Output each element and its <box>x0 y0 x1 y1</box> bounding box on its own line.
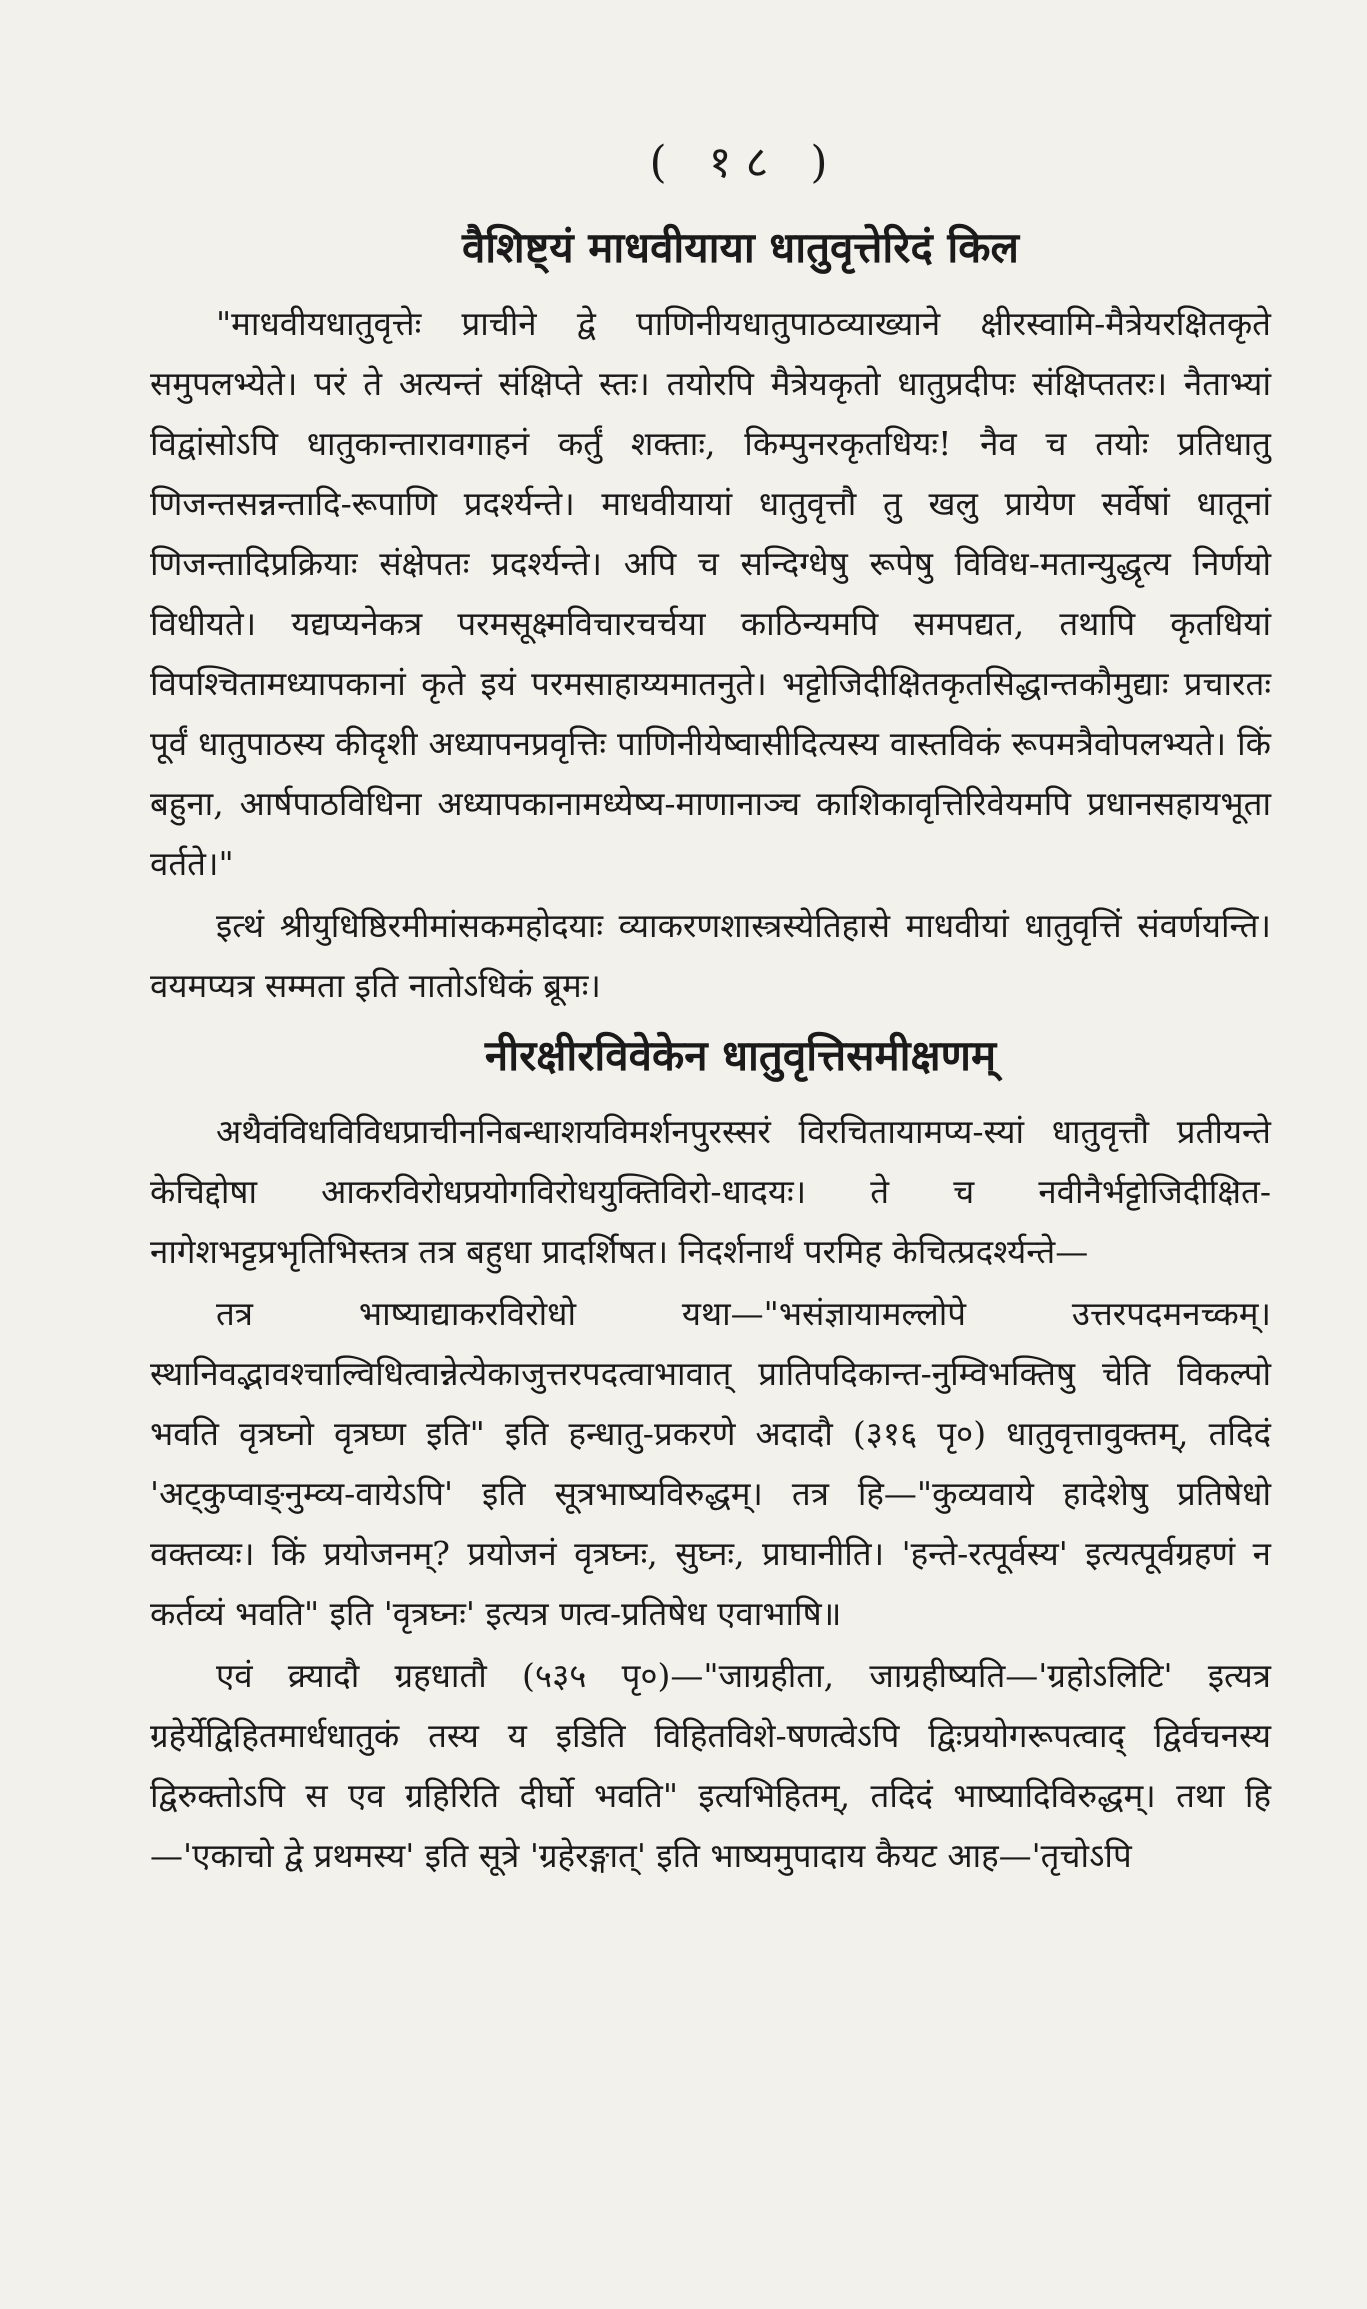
quoted-paragraph: "माधवीयधातुवृत्तेः प्राचीने द्वे पाणिनीयधातुपाठव्याख्याने क्षीरस्वामि-मैत्रेयरक्षितकृते समुपलभ्येते। परं ते अत्यन्तं संक्षिप्ते स्तः। तयोरपि मैत्रेयकृतो धातुप्रदीपः संक्षिप्ततरः। नैताभ्यां विद्वांसोऽपि धातुकान्तारावगाहनं कर्तुं शक्ताः, किम्पुनरकृतधियः! नैव च तयोः प्रतिधातु णिजन्तसन्नन्तादि-रूपाणि प्रदर्श्यन्ते। माधवीयायां धातुवृत्तौ तु खलु प्रायेण सर्वेषां धातूनां णिजन्तादिप्रक्रियाः संक्षेपतः प्रदर्श्यन्ते। अपि च सन्दिग्धेषु रूपेषु विविध-मतान्युद्धृत्य निर्णयो विधीयते। यद्यप्यनेकत्र परमसूक्ष्मविचारचर्चया काठिन्यमपि समपद्यत, तथापि कृतधियां विपश्चितामध्यापकानां कृते इयं परमसाहाय्यमातनुते। भट्टोजिदीक्षितकृतसिद्धान्तकौमुद्याः प्रचारतः पूर्वं धातुपाठस्य कीदृशी अध्यापनप्रवृत्तिः पाणिनीयेष्वासीदित्यस्य वास्तविकं रूपमत्रैवोपलभ्यते। किं बहुना, आर्षपाठविधिना अध्यापकानामध्येष्य-माणानाञ्च काशिकावृत्तिरिवेयमपि प्रधानसहायभूता वर्तते।" <box>150 304 1271 883</box>
paragraph-athaivam: अथैवंविधविविधप्राचीननिबन्धाशयविमर्शनपुरस्सरं विरचितायामप्य-स्यां धातुवृत्तौ प्रतीयन्ते केचिद्दोषा आकरविरोधप्रयोगविरोधयुक्तिविरो-धादयः। ते च नवीनैर्भट्टोजिदीक्षित-नागेशभट्टप्रभृतिभिस्तत्र तत्र बहुधा प्रादर्शिषत। निदर्शनार्थं परमिह केचित्प्रदर्श्यन्ते— <box>150 1112 1271 1271</box>
paragraph-evam: एवं क्र्यादौ ग्रहधातौ (५३५ पृ०)—"जाग्रहीता, जाग्रहीष्यति—'ग्रहोऽलिटि' इत्यत्र ग्रहेर्येद्विहितमार्धधातुकं तस्य य इडिति विहितविशे-षणत्वेऽपि द्विःप्रयोगरूपत्वाद् द्विर्वचनस्य द्विरुक्तोऽपि स एव ग्रहिरिति दीर्घो भवति" इत्यभिहितम्, तदिदं भाष्यादिविरुद्धम्। तथा हि—'एकाचो द्वे प्रथमस्य' इति सूत्रे 'ग्रहेरङ्गात्' इति भाष्यमुपादाय कैयट आह—'तृचोऽपि <box>150 1656 1271 1875</box>
section-heading-nirakshira: नीरक्षीरविवेकेन धातुवृत्तिसमीक्षणम् <box>484 1031 997 1080</box>
page-number: ( १८ ) <box>649 137 842 188</box>
paragraph-itham: इत्थं श्रीयुधिष्ठिरमीमांसकमहोदयाः व्याकरणशास्त्रस्येतिहासे माधवीयां धातुवृत्तिं संवर्णयन्ति। वयमप्यत्र सम्मता इति नातोऽधिकं ब्रूमः। <box>150 906 1271 1005</box>
section-heading-vaishishtya: वैशिष्ट्यं माधवीयाया धातुवृत्तेरिदं किल <box>461 223 1020 272</box>
paragraph-tatra: तत्र भाष्याद्याकरविरोधो यथा—"भसंज्ञायामल्लोपे उत्तरपदमनच्कम्। स्थानिवद्भावश्चाल्विधित्वान्नेत्येकाजुत्तरपदत्वाभावात् प्रातिपदिकान्त-नुम्विभक्तिषु चेति विकल्पो भवति वृत्रघ्नो वृत्रघ्ण इति" इति हन्धातु-प्रकरणे अदादौ (३१६ पृ०) धातुवृत्तावुक्तम्, तदिदं 'अट्कुप्वाङ्नुम्व्य-वायेऽपि' इति सूत्रभाष्यविरुद्धम्। तत्र हि—"कुव्यवाये हादेशेषु प्रतिषेधो वक्तव्यः। किं प्रयोजनम्? प्रयोजनं वृत्रघ्नः, सुघ्नः, प्राघानीति। 'हन्ते-रत्पूर्वस्य' इत्यत्पूर्वग्रहणं न कर्तव्यं भवति" इति 'वृत्रघ्नः' इत्यत्र णत्व-प्रतिषेध एवाभाषि॥ <box>150 1294 1271 1633</box>
